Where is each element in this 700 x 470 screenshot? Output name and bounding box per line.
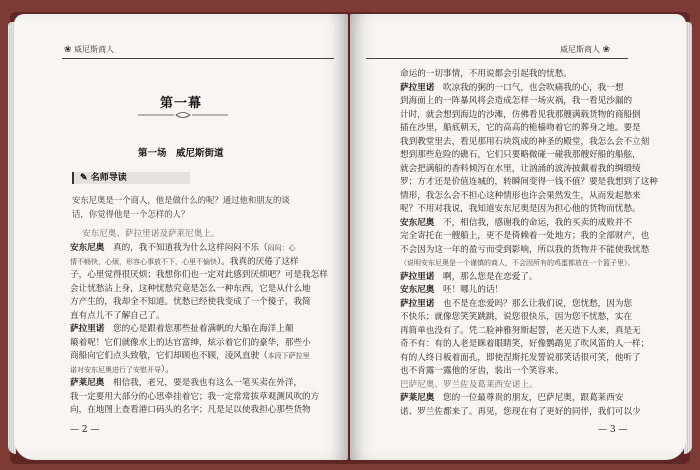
text-line (400, 284, 658, 298)
line-segment: 不会因为这一年的盈亏而受到影响，所以我的货物并不能使我忧愁 (400, 244, 650, 255)
line-segment: 想到那些危险的礁石，它们只要略微碰一碰我那艘好船的船舷， (400, 150, 641, 160)
line-segment: 呸！哪儿的话！ (434, 285, 504, 295)
text-line (70, 269, 328, 283)
line-segment: 完全寄托在一艘船上，更不是倚赖着一处地方；我的全部财产，也 (400, 231, 650, 241)
text-line (400, 365, 658, 379)
line-segment: 不，相信我，感谢我的命运，我的买卖的成败并不 (434, 217, 633, 228)
text-line (70, 377, 328, 391)
text-line (400, 379, 658, 393)
line-segment: 罗；方才还是价值连城的，转瞬间变得一钱不值？要是我想到了这种 (400, 177, 658, 187)
line-segment: 我一定要用大部分的心思牵挂着它；我一定常常拔草观测风吹的方 (70, 391, 320, 402)
guide-line: 话，你觉得他是一个怎样的人？ (72, 208, 190, 219)
text-line (70, 296, 328, 310)
line-segment: 插在沙里，船底朝天，它的高高的桅樯吻着它的葬身之地。要是 (400, 123, 641, 133)
line-segment: 到海面上的一阵暴风将会造成怎样一场灾祸，我一看见沙漏的 (400, 96, 633, 106)
line-segment: 子，心里觉得很厌烦；我想你们也一定对此感到厌烦吧？可是我怎样 (70, 270, 328, 280)
line-segment: 有的人终日板着面孔，即使涅斯托发誓说那笑话很可笑，他听了 (400, 352, 641, 363)
line-segment: 直有点儿不了解自己了。 (70, 310, 165, 321)
line-segment: 相信我，老兄，要是我也有这么一笔买卖在外洋， (104, 378, 303, 388)
stage-direction: 安东尼奥、萨拉里诺及萨莱尼奥上。 (82, 229, 220, 239)
right-header-title: 威尼斯商人 (560, 45, 600, 54)
speaker-name: 萨拉里诺 (400, 271, 435, 282)
text-line (400, 352, 658, 366)
text-line (400, 406, 658, 420)
guide-badge (72, 172, 190, 184)
text-line (70, 350, 328, 364)
text-line (70, 364, 328, 378)
line-segment: 您的一位最尊贵的朋友，巴萨尼奥，跟葛莱西安 (434, 393, 624, 403)
speaker-name: 萨拉里诺 (400, 82, 435, 93)
text-line (70, 391, 328, 405)
gear-ornament-icon: ❀ (602, 45, 611, 55)
text-line (400, 392, 658, 406)
guide-text (72, 194, 290, 221)
text-line (400, 176, 658, 190)
pen-icon: ✎ (80, 173, 88, 183)
chapter-title: 第一幕 (160, 96, 203, 111)
text-line (400, 95, 658, 109)
gear-ornament-icon: ❀ (64, 45, 72, 55)
line-segment: 也不是在恋爱吗？那么让我们说，您忧愁，因为您 (434, 298, 633, 309)
text-line (400, 136, 658, 150)
text-line (400, 244, 658, 258)
line-segment: 情形，我怎么会不担心这种情形也许会果然发生，从而发起愁来 (400, 190, 641, 201)
speaker-name: 萨拉里诺 (400, 298, 435, 309)
left-running-header (64, 44, 114, 55)
line-segment: 您的心是跟着您那些扯着满帆的大船在海洋上颠 (104, 324, 294, 334)
text-line (400, 190, 658, 204)
text-line (70, 242, 328, 256)
line-segment: 诺对安东尼奥进行了安慰开导 (70, 365, 161, 374)
text-line (400, 311, 658, 325)
right-running-header (560, 44, 610, 55)
line-segment: 向，在地图上查看港口码头的名字；凡是足以使我担心那些货物 (70, 405, 311, 415)
text-line (70, 404, 328, 418)
text-line (400, 298, 658, 312)
line-segment: 就会把满船的香料倾泻在水里，让汹涌的波涛披戴着我的绸缎绫 (400, 163, 641, 174)
line-segment: ）。我真的厌倦了这样 (217, 256, 299, 267)
left-header-rule (62, 58, 334, 59)
divider-ornament-icon (138, 110, 228, 120)
line-segment: 会让忧愁沾上身，这种忧愁究竟是怎么一种东西，它是从什么地 (70, 283, 311, 294)
text-line (400, 217, 658, 231)
text-line (70, 256, 328, 270)
left-page-number: — 2 — (70, 425, 100, 435)
text-line (400, 122, 658, 136)
left-header-title: 威尼斯商人 (74, 45, 115, 54)
text-line (400, 271, 658, 285)
speaker-name: 萨莱尼奥 (70, 378, 105, 388)
text-line (400, 230, 658, 244)
line-segment: 我到教堂里去，看见那用石块筑成的神圣的殿堂，我怎么会不立刻 (400, 136, 650, 147)
left-body-text (70, 242, 328, 418)
text-line (70, 310, 328, 324)
text-line (400, 68, 658, 82)
text-line (400, 325, 658, 339)
line-segment: 诺、罗兰佐都来了。再见，您现在有了更好的同伴，我们可以少 (400, 406, 641, 417)
text-line (70, 283, 328, 297)
line-segment: 吹凉我的粥的一口气，也会吹痛我的心，我一想 (434, 82, 624, 93)
text-line (400, 338, 658, 352)
line-segment: 呢？不用对我说，我知道安东尼奥是因为担心他的货物而忧愁。 (400, 204, 641, 214)
guide-line: 安东尼奥是一个商人，他是做什么的呢？通过他和朋友的谈 (72, 195, 290, 205)
speaker-name: 安东尼奥 (70, 243, 105, 253)
line-segment: ）。 (161, 364, 174, 375)
text-line (400, 82, 658, 96)
right-page-number: — 3 — (598, 425, 628, 435)
line-segment: 不快乐；就像您笑笑跳跳，说您很快乐，因为您不忧愁，实在 (400, 312, 633, 322)
right-header-rule (366, 58, 628, 59)
line-segment: 计时，就会想到海边的沙滩，仿佛看见我那艘满载货物的商船倒 (400, 109, 641, 120)
text-line (400, 203, 658, 217)
speaker-name: 安东尼奥 (400, 217, 435, 228)
text-line (400, 163, 658, 177)
text-line (70, 337, 328, 351)
line-segment: 闷闷：心 (267, 244, 296, 252)
line-segment: 也不肯露一露他的牙齿，装出一个笑容来。 (400, 366, 564, 376)
line-segment: 命运的一切事情，不用说都会引起我的忧愁。 (400, 69, 572, 79)
line-segment: 方产生的，我却全不知道。忧愁已经使我变成了一个傻子，我简 (70, 297, 311, 307)
line-segment: 商船向它们点头致敬，它们却顾也不顾，凌风直驶（ (70, 351, 268, 361)
right-body-text (400, 68, 658, 419)
guide-label: 名师导读 (90, 173, 127, 183)
speaker-name: 安东尼奥 (400, 285, 435, 295)
text-line (400, 109, 658, 123)
line-segment: 簸着呢！它们就像水上的达官富绅，炫示着它们的豪华，那些小 (70, 337, 311, 348)
line-segment: 奇不有：有的人老是眯着眼睛笑，好像鹦鹉见了吹风笛的人一样； (400, 339, 650, 349)
speaker-name: 萨莱尼奥 (400, 393, 435, 403)
line-segment: 啊，那么您是在恋爱了。 (434, 271, 538, 282)
line-segment: 本段下萨拉里 (267, 352, 310, 360)
line-segment: 真的，我不知道我为什么这样闷闷不乐（ (104, 243, 268, 253)
scene-title: 第一场 威尼斯街道 (138, 148, 224, 159)
line-segment: 巴萨尼奥、罗兰佐及葛莱西安诺上。 (400, 379, 538, 390)
text-line (70, 323, 328, 337)
line-segment: （说明安东尼奥是一个谨慎的商人，不会因所有的鸡蛋都放在一个篮子里）。 (400, 259, 635, 267)
text-line (400, 257, 658, 271)
line-segment: 情不畅快，心烦，形容心事放不下，心里不愉快 (70, 257, 217, 266)
text-line (400, 149, 658, 163)
line-segment: 再简单也没有了。凭二脸神雅努斯起誓，老天造下人来，真是无 (400, 325, 641, 336)
speaker-name: 萨拉里诺 (70, 324, 105, 334)
